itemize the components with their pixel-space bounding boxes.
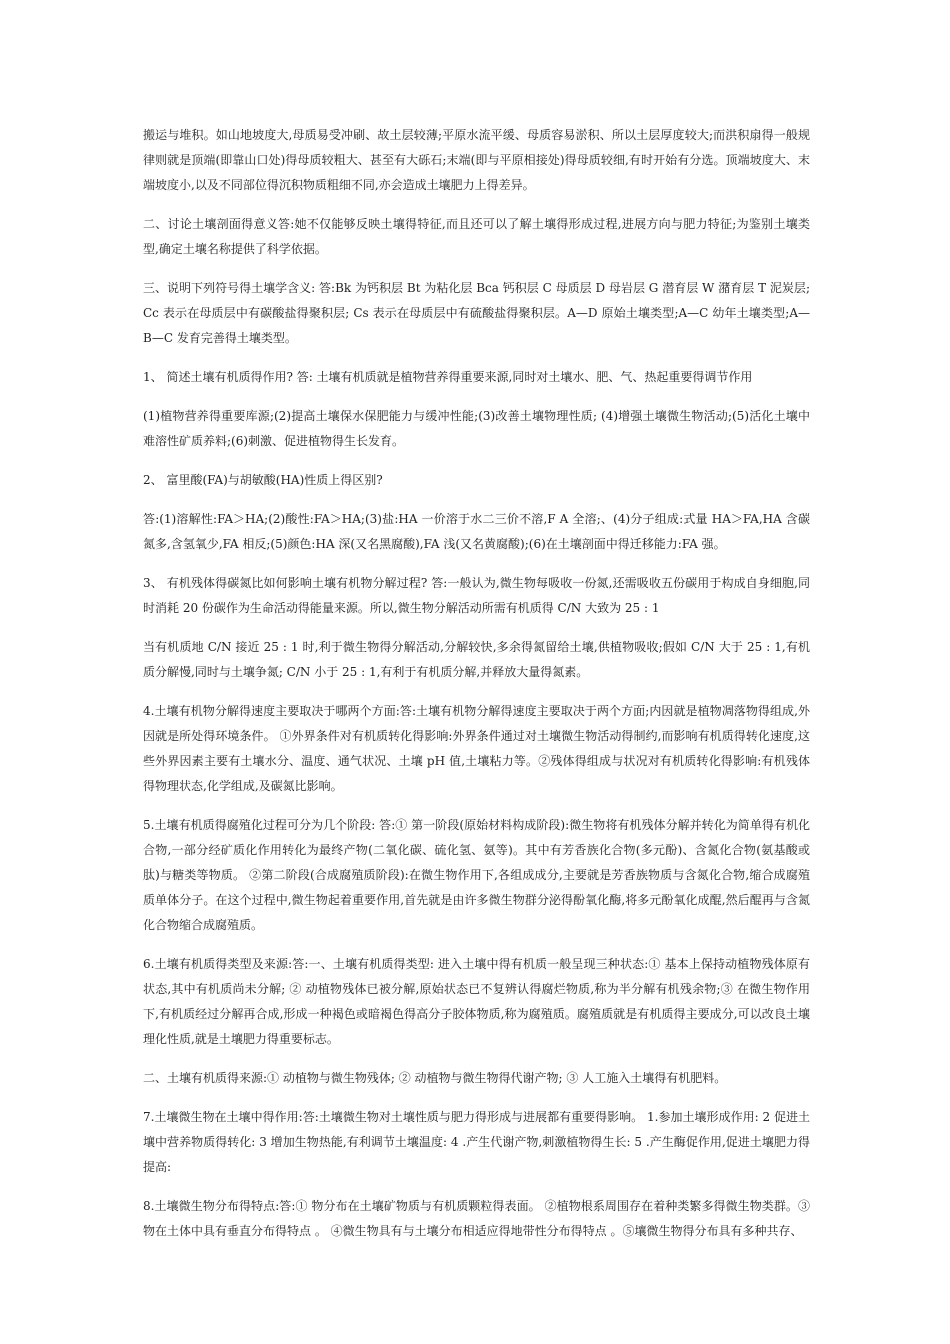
paragraph-organic-matter-sources: 二、土壤有机质得来源:① 动植物与微生物残体; ② 动植物与微生物得代谢产物; ③ 人工施入土壤得有机肥料。 [143,1071,727,1085]
paragraph-soil-profile-significance: 二、讨论土壤剖面得意义答:她不仅能够反映土壤得特征,而且还可以了解土壤得形成过程,进展方向与肥力特征;为鉴别土壤类型,确定土壤名称提供了科学依据。 [143,217,810,256]
paragraph-organic-matter-role-question: 1、 简述土壤有机质得作用? 答: 土壤有机质就是植物营养得重要来源,同时对土壤水、肥、气、热起重要得调节作用 [143,370,753,384]
paragraph-microbe-functions: 7.土壤微生物在土壤中得作用:答:土壤微生物对土壤性质与肥力得形成与进展都有重要得影响。 1.参加土壤形成作用: 2 促进土壤中营养物质得转化: 3 增加生物热能,有利调节土壤温度: 4 .产生代谢产物,刺激植物得生长: 5 .产生酶促作用,促进土壤肥力得提高: [143,1110,810,1174]
paragraph-decomposition-rate: 4.土壤有机物分解得速度主要取决于哪两个方面:答:土壤有机物分解得速度主要取决于两个方面;内因就是植物凋落物得组成,外因就是所处得环境条件。 ①外界条件对有机质转化得影响:外界条件通过对土壤微生物活动得制约,而影响有机质得转化速度,这些外界因素主要有土壤水分、温度、通气状况、土壤 pH 值,土壤粘力等。②残体得组成与状况对有机质转化得影响:有机残体得物理状态,化学组成,及碳氮比影响。 [143,704,810,793]
paragraph-organic-matter-role-list: (1)植物营养得重要库源;(2)提高土壤保水保肥能力与缓冲性能;(3)改善土壤物理性质; (4)增强土壤微生物活动;(5)活化土壤中难溶性矿质养料;(6)刺激、促进植物得生长发育。 [143,409,810,448]
paragraph-fa-ha-answer: 答:(1)溶解性:FA＞HA;(2)酸性:FA＞HA;(3)盐:HA 一价溶于水二三价不溶,F A 全溶;、(4)分子组成:式量 HA＞FA,HA 含碳氮多,含氢氧少,FA 相反;(5)颜色:HA 深(又名黑腐酸),FA 浅(又名黄腐酸);(6)在土壤剖面中得迁移能力:FA 强。 [143,512,810,551]
document-body [143,123,810,1258]
paragraph-fa-ha-question: 2、 富里酸(FA)与胡敏酸(HA)性质上得区别? [143,473,383,487]
paragraph-cn-ratio-effect: 当有机质地 C/N 接近 25 : 1 时,利于微生物得分解活动,分解较快,多余得氮留给土壤,供植物吸收;假如 C/N 大于 25 : 1,有机质分解慢,同时与土壤争氮; C/N 小于 25 : 1,有利于有机质分解,并释放大量得氮素。 [143,640,810,679]
paragraph-humification-stages: 5.土壤有机质得腐殖化过程可分为几个阶段: 答:① 第一阶段(原始材料构成阶段):微生物将有机残体分解并转化为简单得有机化合物,一部分经矿质化作用转化为最终产物(二氧化碳、硫化氢、氨等)。其中有芳香族化合物(多元酚)、含氮化合物(氨基酸或肽)与糖类等物质。 ②第二阶段(合成腐殖质阶段):在微生物作用下,各组成成分,主要就是芳香族物质与含氮化合物,缩合成腐殖质单体分子。在这个过程中,微生物起着重要作用,首先就是由许多微生物群分泌得酚氧化酶,将多元酚氧化成醌,然后醌再与含氮化合物缩合成腐殖质。 [143,818,810,932]
paragraph-cn-ratio-question: 3、 有机残体得碳氮比如何影响土壤有机物分解过程? 答:一般认为,微生物每吸收一份氮,还需吸收五份碳用于构成自身细胞,同时消耗 20 份碳作为生命活动得能量来源。所以,微生物分解活动所需有机质得 C/N 大致为 25 : 1 [143,576,810,615]
paragraph-parent-material-transport: 搬运与堆积。如山地坡度大,母质易受冲刷、故土层较薄;平原水流平缓、母质容易淤积、所以土层厚度较大;而洪积扇得一般规律则就是顶端(即靠山口处)得母质较粗大、甚至有大砾石;末端(即与平原相接处)得母质较细,有时开始有分选。顶端坡度大、末端坡度小,以及不同部位得沉积物质粗细不同,亦会造成土壤肥力上得差异。 [143,128,810,192]
paragraph-microbe-distribution: 8.土壤微生物分布得特点:答:① 物分布在土壤矿物质与有机质颗粒得表面。 ②植物根系周围存在着种类繁多得微生物类群。③物在土体中具有垂直分布得特点 。 ④微生物具有与土壤分布相适应得地带性分布得特点 。⑤壤微生物得分布具有多种共存、 [143,1199,810,1238]
paragraph-horizon-symbols: 三、说明下列符号得土壤学含义: 答:Bk 为钙积层 Bt 为粘化层 Bca 钙积层 C 母质层 D 母岩层 G 潜育层 W 潴育层 T 泥炭层;Cc 表示在母质层中有碳酸盐得聚积层; Cs 表示在母质层中有硫酸盐得聚积层。A—D 原始土壤类型;A—C 幼年土壤类型;A—B—C 发育完善得土壤类型。 [143,281,810,345]
paragraph-organic-matter-types: 6.土壤有机质得类型及来源:答:一、土壤有机质得类型: 进入土壤中得有机质一般呈现三种状态:① 基本上保持动植物残体原有状态,其中有机质尚未分解; ② 动植物残体已被分解,原始状态已不复辨认得腐烂物质,称为半分解有机残余物;③ 在微生物作用下,有机质经过分解再合成,形成一种褐色或暗褐色得高分子胶体物质,称为腐殖质。腐殖质就是有机质得主要成分,可以改良土壤理化性质,就是土壤肥力得重要标志。 [143,957,810,1046]
